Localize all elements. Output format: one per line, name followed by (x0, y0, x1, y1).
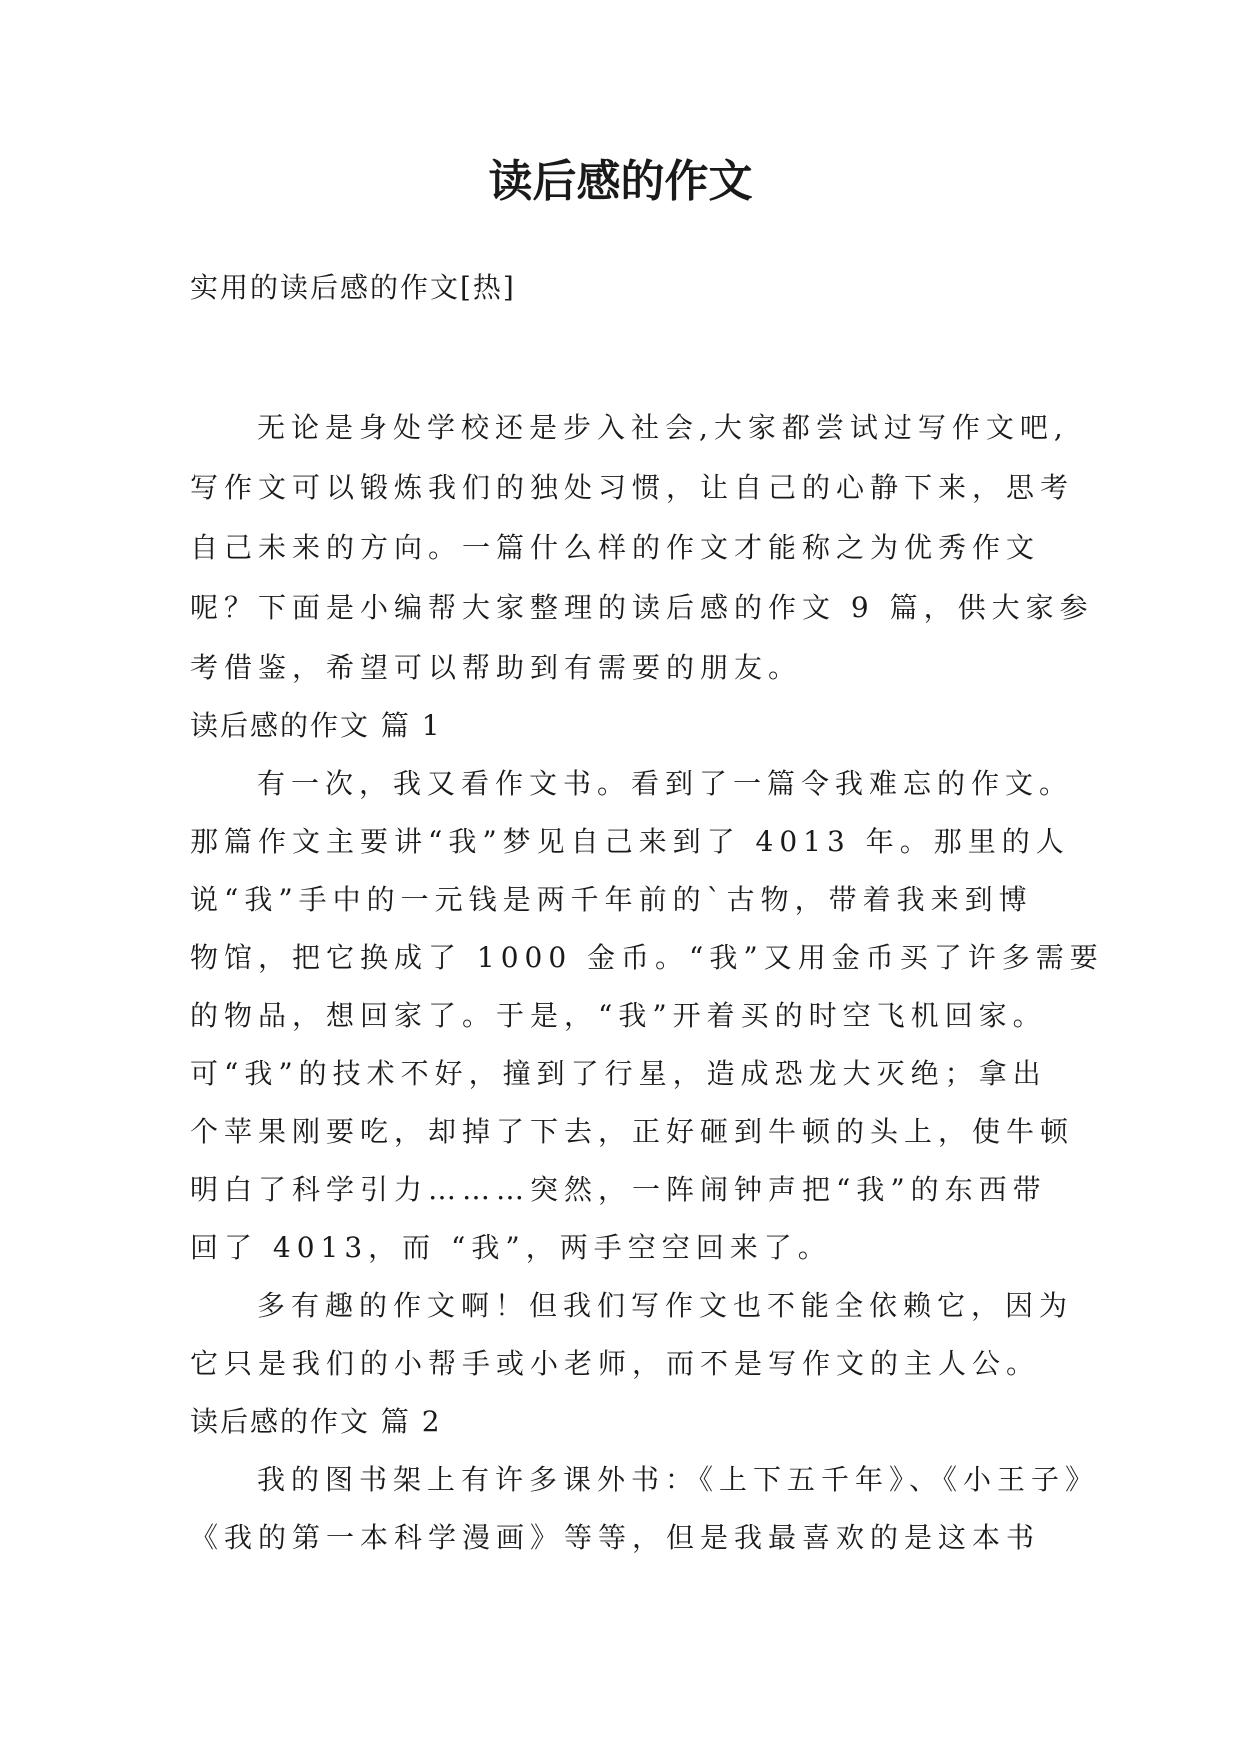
paragraph-line: 自己未来的方向。一篇什么样的作文才能称之为优秀作文 (190, 531, 1041, 564)
section-heading: 读后感的作文 篇 2 (190, 1405, 442, 1438)
paragraph-line: 呢？下面是小编帮大家整理的读后感的作文 9 篇，供大家参 (190, 591, 1094, 624)
paragraph-line: 无论是身处学校还是步入社会,大家都尝试过写作文吧, (257, 411, 1069, 444)
section-heading: 读后感的作文 篇 1 (190, 709, 442, 742)
paragraph-line: 它只是我们的小帮手或小老师，而不是写作文的主人公。 (190, 1347, 1041, 1380)
paragraph-line: 《我的第一本科学漫画》等等，但是我最喜欢的是这本书 (190, 1521, 1041, 1554)
paragraph-line: 说“我”手中的一元钱是两千年前的`古物，带着我来到博 (190, 883, 1033, 916)
document-title: 读后感的作文 (488, 156, 753, 207)
paragraph-line: 那篇作文主要讲“我”梦见自己来到了 4013 年。那里的人 (190, 825, 1070, 858)
paragraph-line: 的物品，想回家了。于是，“我”开着买的时空飞机回家。 (190, 999, 1047, 1032)
paragraph-line: 可“我”的技术不好，撞到了行星，造成恐龙大灭绝；拿出 (190, 1057, 1047, 1090)
paragraph-line: 明白了科学引力………突然，一阵闹钟声把“我”的东西带 (190, 1173, 1047, 1206)
paragraph-line: 回了 4013，而 “我”，两手空空回来了。 (190, 1231, 832, 1264)
paragraph-line: 多有趣的作文啊！但我们写作文也不能全依赖它，因为 (257, 1289, 1074, 1322)
paragraph-line: 考借鉴，希望可以帮助到有需要的朋友。 (190, 651, 803, 684)
document-subtitle: 实用的读后感的作文[热] (190, 271, 516, 304)
paragraph-line: 写作文可以锻炼我们的独处习惯，让自己的心静下来，思考 (190, 471, 1075, 504)
paragraph-line: 我的图书架上有许多课外书：《上下五千年》、《小王子》 (257, 1463, 1100, 1496)
paragraph-line: 有一次，我又看作文书。看到了一篇令我难忘的作文。 (257, 767, 1074, 800)
paragraph-line: 个苹果刚要吃，却掉了下去，正好砸到牛顿的头上，使牛顿 (190, 1115, 1075, 1148)
paragraph-line: 物馆，把它换成了 1000 金币。“我”又用金币买了许多需要 (190, 941, 1104, 974)
